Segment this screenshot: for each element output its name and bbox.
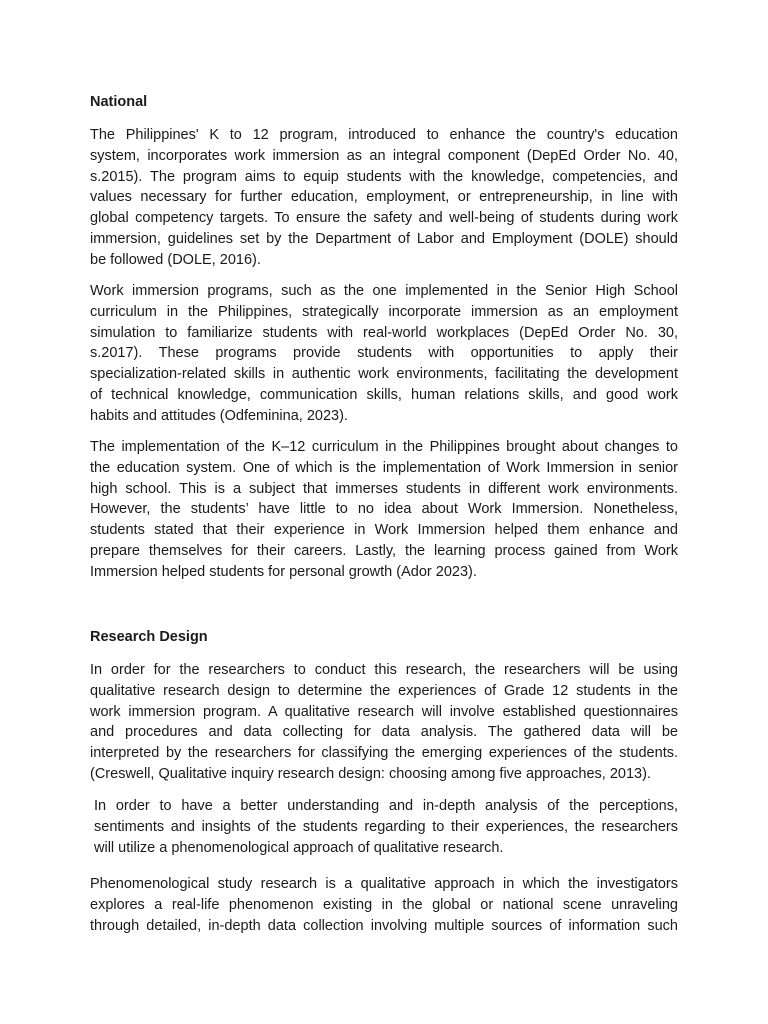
text-line: qualitative research design to determine the experiences of Grade 12 students in the — [90, 682, 678, 699]
heading-national: National — [90, 94, 148, 110]
paragraph-work-immersion-programs — [90, 281, 678, 427]
text-line: prepare themselves for their careers. Lastly, the learning process gained from Work — [90, 542, 678, 559]
text-line: students stated that their experience in Work Immersion helped them enhance and — [90, 522, 678, 539]
paragraph-phenomenological-approach — [90, 796, 678, 858]
text-line: Immersion helped students for personal growth (Ador 2023). — [90, 563, 477, 580]
text-line: (Creswell, Qualitative inquiry research design: choosing among five approaches, 2013). — [90, 765, 651, 782]
text-line: explores a real-life phenomenon existing in the global or national scene unraveling — [90, 896, 678, 913]
text-line: of technical knowledge, communication skills, human relations skills, and good work — [90, 386, 678, 403]
text-line: through detailed, in-depth data collection involving multiple sources of information such — [90, 917, 678, 934]
text-line: s.2015). The program aims to equip students with the knowledge, competencies, and — [90, 168, 678, 185]
text-line: high school. This is a subject that immerses students in different work environments. — [90, 480, 678, 497]
text-line: work immersion program. A qualitative research will involve established questionnaires — [90, 703, 678, 720]
text-line: values necessary for further education, employment, or entrepreneurship, in line with — [90, 189, 678, 206]
text-line: In order to have a better understanding and in-depth analysis of the perceptions, — [94, 798, 678, 814]
paragraph-k12-implementation — [90, 437, 678, 583]
heading-research-design: Research Design — [90, 629, 208, 645]
paragraph-research-design — [90, 660, 678, 785]
text-line: Phenomenological study research is a qualitative approach in which the investigators — [90, 876, 678, 892]
text-line: the education system. One of which is the implementation of Work Immersion in senior — [90, 459, 678, 476]
text-line: specialization-related skills in authentic work environments, facilitating the development — [90, 366, 678, 383]
text-line: global competency targets. To ensure the safety and well-being of students during work — [90, 210, 678, 227]
paragraph-k12 — [90, 125, 678, 271]
text-line: curriculum in the Philippines, strategically incorporate immersion as an employment — [90, 303, 678, 320]
text-line: habits and attitudes (Odfeminina, 2023). — [90, 407, 348, 424]
text-line: will utilize a phenomenological approach of qualitative research. — [94, 839, 504, 856]
text-line: sentiments and insights of the students regarding to their experiences, the researchers — [94, 818, 678, 835]
text-line: interpreted by the researchers for classifying the emerging experiences of the students. — [90, 745, 678, 762]
text-line: However, the students’ have little to no idea about Work Immersion. Nonetheless, — [90, 501, 678, 518]
text-line: Work immersion programs, such as the one implemented in the Senior High School — [90, 283, 678, 299]
text-line: be followed (DOLE, 2016). — [90, 251, 261, 268]
text-line: The implementation of the K–12 curriculum in the Philippines brought about changes to — [90, 439, 678, 455]
text-line: s.2017). These programs provide students with opportunities to apply their — [90, 345, 678, 362]
text-line: system, incorporates work immersion as an integral component (DepEd Order No. 40, — [90, 147, 678, 164]
paragraph-phenomenological-study — [90, 874, 678, 936]
text-line: simulation to familiarize students with real-world workplaces (DepEd Order No. 30, — [90, 324, 678, 341]
text-line: The Philippines' K to 12 program, introduced to enhance the country's education — [90, 127, 678, 143]
text-line: In order for the researchers to conduct this research, the researchers will be using — [90, 662, 678, 678]
text-line: immersion, guidelines set by the Department of Labor and Employment (DOLE) should — [90, 230, 678, 247]
text-line: and procedures and data collecting for data analysis. The gathered data will be — [90, 724, 678, 741]
